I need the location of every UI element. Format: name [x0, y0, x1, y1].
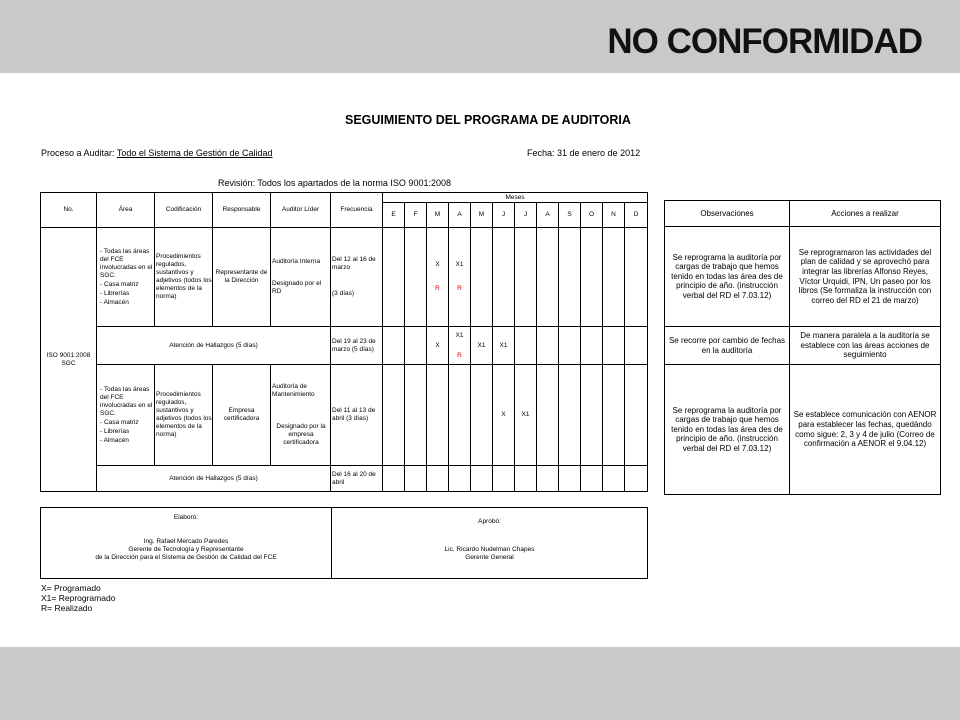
cell-codificacion-2: Procedimientos regulados, sustantivos y adjetivos (todos los elementos de la norma): [155, 365, 213, 466]
cell-mark-a-2: [449, 327, 471, 365]
area-item: - Todas las áreas del FCE involucradas en el SGC.: [100, 385, 153, 417]
legend-item: R= Realizado: [41, 603, 93, 613]
cell-frecuencia-4: Del 16 al 20 de abril: [331, 466, 383, 492]
cell-area-2: [97, 365, 155, 466]
auditor-designado: Designado por el RD: [272, 280, 322, 295]
document-title: SEGUIMIENTO DEL PROGRAMA DE AUDITORIA: [345, 113, 631, 127]
month-jul: J: [515, 203, 537, 228]
proceso-value: Todo el Sistema de Gestión de Calidad: [116, 148, 273, 158]
month-f: F: [405, 203, 427, 228]
month-d: D: [625, 203, 648, 228]
auditor-type: Auditoría Interna: [272, 258, 321, 265]
header-no: No.: [41, 193, 97, 228]
cell-mark-m-1: [427, 228, 449, 327]
cell-area-1: [97, 228, 155, 327]
legend: [41, 583, 115, 613]
footer-band: [0, 647, 960, 720]
mark-reprogramado: X1: [455, 331, 464, 339]
slide-title: NO CONFORMIDAD: [607, 22, 922, 61]
cell-responsable-2: Empresa certificadora: [213, 365, 271, 466]
mark-reprogramado: X1: [455, 261, 464, 268]
header-area: Área: [97, 193, 155, 228]
audit-program-table: [40, 192, 648, 492]
cell-mark-jun-2: X1: [493, 327, 515, 365]
mark-realizado: R: [457, 351, 462, 359]
obs-cell: Se recorre por cambio de fechas en la auditoría: [665, 327, 790, 365]
revision: Revisión: Todos los apartados de la norma ISO 9001:2008: [218, 178, 451, 188]
header-auditor-lider: Auditor Líder: [271, 193, 331, 228]
area-item: - Librerías: [100, 427, 130, 435]
area-item: - Casa matriz: [100, 418, 139, 426]
cell-frecuencia-1: [331, 228, 383, 327]
header-responsable: Responsable: [213, 193, 271, 228]
cell-atencion-2: Atención de Hallazgos (5 días): [97, 466, 331, 492]
month-my: M: [471, 203, 493, 228]
auditor-designado: Designado por la empresa certificadora: [276, 423, 326, 446]
header-meses: Meses: [383, 193, 648, 203]
area-item: - Librerías: [100, 289, 130, 297]
cell-mark-a-1: [449, 228, 471, 327]
aprobo-name: Lic. Ricardo Nudelman Chapes: [444, 546, 535, 553]
mark-programado: X: [435, 261, 440, 268]
cell-no: ISO 9001:2008 SGC: [41, 228, 97, 492]
auditor-type: Auditoría de Mantenimiento: [272, 383, 315, 398]
aprobo-role: Gerente General: [465, 554, 514, 561]
aprobo-cell: [332, 508, 648, 579]
elaboro-cell: [41, 508, 332, 579]
header-codificacion: Codificación: [155, 193, 213, 228]
area-item: - Casa matriz: [100, 280, 139, 288]
cell-mark-jun-3: X: [493, 365, 515, 466]
header-acciones: Acciones a realizar: [790, 201, 941, 227]
acc-cell: Se establece comunicación con AENOR para establecer las fechas, quedándo como sigue: 2, 3 y 4 de julio (Correo de confirmación a AENOR el 9.04.12): [790, 365, 941, 495]
elaboro-name: Ing. Rafael Mercado Paredes: [143, 538, 229, 545]
cell-auditor-1: [271, 228, 331, 327]
acc-cell: De manera paralela a la auditoría se establece con las áreas acciones de seguimiento: [790, 327, 941, 365]
obs-cell: Se reprograma la auditoría por cargas de trabajo que hemos tenido en todas las área des de principio de año. (instrucción verbal del RD el 7.03.12): [665, 227, 790, 327]
elaboro-role: de la Dirección para el Sistema de Gestión de Calidad del FCE: [95, 554, 277, 561]
month-n: N: [603, 203, 625, 228]
proceso-line: [41, 148, 272, 158]
signatures-table: [40, 507, 648, 579]
header-frecuencia: Frecuencia: [331, 193, 383, 228]
month-a: A: [449, 203, 471, 228]
cell-mark-m-2: X: [427, 327, 449, 365]
area-item: - Todas las áreas del FCE involucradas en el SGC.: [100, 247, 153, 279]
proceso-label: Proceso a Auditar:: [41, 148, 115, 158]
frecuencia-duration: (3 días): [332, 290, 355, 297]
cell-responsable-1: Representante de la Dirección: [213, 228, 271, 327]
elaboro-role: Gerente de Tecnología y Representante: [128, 546, 244, 553]
acc-cell: Se reprogramaron las actividades del plan de calidad y se aprovechó para integrar las librerías Alfonso Reyes, Víctor Urquidi, IPN, Un paseo por los libros (Se formaliza la instrucción con correo del RD el 21 de marzo): [790, 227, 941, 327]
fecha: Fecha: 31 de enero de 2012: [527, 148, 641, 158]
frecuencia-dates: Del 12 al 16 de marzo: [332, 256, 376, 271]
cell-mark-my-2: X1: [471, 327, 493, 365]
legend-item: X1= Reprogramado: [41, 593, 116, 603]
month-e: E: [383, 203, 405, 228]
cell-frecuencia-2: Del 19 al 23 de marzo (5 días): [331, 327, 383, 365]
legend-item: X= Programado: [41, 583, 101, 593]
cell-codificacion-1: Procedimientos regulados, sustantivos y adjetivos (todos los elementos de la norma): [155, 228, 213, 327]
cell-frecuencia-3: Del 11 al 13 de abril (3 días): [331, 365, 383, 466]
cell-auditor-2: [271, 365, 331, 466]
month-m: M: [427, 203, 449, 228]
elaboro-label: Elaboró:: [173, 514, 199, 521]
cell-atencion-1: Atención de Hallazgos (5 días): [97, 327, 331, 365]
header-observaciones: Observaciones: [665, 201, 790, 227]
mark-realizado: R: [435, 285, 440, 292]
area-item: - Almacén: [100, 298, 129, 306]
mark-realizado: R: [457, 285, 462, 292]
month-ago: A: [537, 203, 559, 228]
cell-mark-jul-3: X1: [515, 365, 537, 466]
month-o: O: [581, 203, 603, 228]
month-s: S: [559, 203, 581, 228]
obs-cell: Se reprograma la auditoría por cargas de trabajo que hemos tenido en todas las área des de principio de año. (instrucción verbal del RD el 7.03.12): [665, 365, 790, 495]
aprobo-label: Aprobó:: [478, 518, 501, 525]
month-jun: J: [493, 203, 515, 228]
observaciones-table: [664, 200, 941, 495]
area-item: - Almacén: [100, 436, 129, 444]
